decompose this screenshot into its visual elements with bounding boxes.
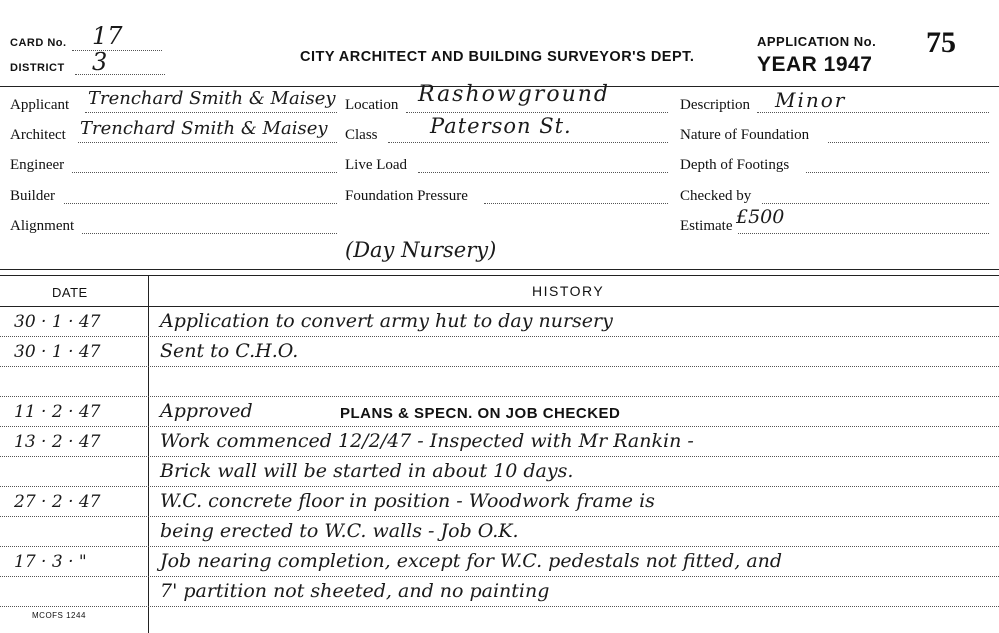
applicant-line xyxy=(85,112,337,113)
application-no: 75 xyxy=(926,26,956,59)
class-label: Class xyxy=(345,127,378,143)
history-row-text: W.C. concrete floor in position - Woodwork frame is xyxy=(160,490,655,512)
history-row-date: 27 · 2 · 47 xyxy=(14,492,101,512)
description-label: Description xyxy=(680,97,750,113)
history-row-line xyxy=(0,606,999,607)
builder-label: Builder xyxy=(10,188,55,204)
history-row-text: Application to convert army hut to day nursery xyxy=(160,310,613,332)
estimate-label: Estimate xyxy=(680,218,733,234)
form-code: MCOFS 1244 xyxy=(32,611,86,620)
history-row-line xyxy=(0,396,999,397)
history-row-line xyxy=(0,516,999,517)
year-label: YEAR 1947 xyxy=(757,53,873,76)
estimate-value: £500 xyxy=(736,206,785,228)
table-header-rule xyxy=(0,306,999,307)
engineer-label: Engineer xyxy=(10,157,65,173)
history-row-line xyxy=(0,546,999,547)
card-no: 17 xyxy=(92,22,123,50)
foundation-pressure-line xyxy=(484,203,668,204)
history-row-line xyxy=(0,336,999,337)
location-value: Rashowground xyxy=(418,82,610,107)
applicant-label: Applicant xyxy=(10,97,70,113)
alignment-line xyxy=(82,233,337,234)
architect-value: Trenchard Smith & Maisey xyxy=(80,118,328,139)
card-no-line xyxy=(72,50,162,51)
location-label: Location xyxy=(345,97,399,113)
district-no: 3 xyxy=(92,48,108,76)
history-row-date: 30 · 1 · 47 xyxy=(14,342,101,362)
liveload-label: Live Load xyxy=(345,157,408,173)
card-label: CARD No. xyxy=(10,37,67,49)
application-label: APPLICATION No. xyxy=(757,34,877,49)
alignment-label: Alignment xyxy=(10,218,75,234)
engineer-line xyxy=(72,172,337,173)
history-row-line xyxy=(0,486,999,487)
history-row-text: being erected to W.C. walls - Job O.K. xyxy=(160,520,519,542)
history-row-line xyxy=(0,426,999,427)
description-line xyxy=(757,112,989,113)
history-row-text: 7' partition not sheeted, and no painting xyxy=(160,580,550,602)
history-row-line xyxy=(0,366,999,367)
foundation-pressure-label: Foundation Pressure xyxy=(345,188,468,204)
history-row-line xyxy=(0,576,999,577)
district-label: DISTRICT xyxy=(10,62,65,74)
plans-checked-stamp: PLANS & SPECN. ON JOB CHECKED xyxy=(340,405,621,422)
fields-rule-double xyxy=(0,275,999,276)
architect-line xyxy=(78,142,337,143)
depth-line xyxy=(806,172,989,173)
history-row-text: Approved xyxy=(160,400,253,422)
checked-line xyxy=(762,203,989,204)
dept-title: CITY ARCHITECT AND BUILDING SURVEYOR'S DEPT. xyxy=(300,49,695,65)
class-line xyxy=(388,142,668,143)
description-value: Minor xyxy=(775,88,847,112)
nature-line xyxy=(828,142,989,143)
history-row-date: 30 · 1 · 47 xyxy=(14,312,101,332)
history-row-text: Brick wall will be started in about 10 days. xyxy=(160,460,574,482)
date-header: DATE xyxy=(52,285,88,300)
history-row-date: 13 · 2 · 47 xyxy=(14,432,101,452)
checked-label: Checked by xyxy=(680,188,752,204)
builder-line xyxy=(64,203,337,204)
history-row-date: 11 · 2 · 47 xyxy=(14,402,101,422)
location-line xyxy=(406,112,668,113)
history-row-text: Job nearing completion, except for W.C. pedestals not fitted, and xyxy=(160,550,783,572)
history-row-date: 17 · 3 · " xyxy=(14,552,87,572)
history-row-text: Sent to C.H.O. xyxy=(160,340,299,362)
day-nursery-note: (Day Nursery) xyxy=(345,238,497,262)
class-value: Paterson St. xyxy=(430,114,572,138)
nature-label: Nature of Foundation xyxy=(680,127,810,143)
history-row-line xyxy=(0,456,999,457)
history-header: HISTORY xyxy=(532,283,605,299)
depth-label: Depth of Footings xyxy=(680,157,790,173)
estimate-line xyxy=(738,233,989,234)
district-no-line xyxy=(75,74,165,75)
fields-rule xyxy=(0,269,999,270)
liveload-line xyxy=(418,172,668,173)
date-column-divider xyxy=(148,276,149,633)
history-row-text: Work commenced 12/2/47 - Inspected with Mr Rankin - xyxy=(160,430,694,452)
architect-label: Architect xyxy=(10,127,66,143)
applicant-value: Trenchard Smith & Maisey xyxy=(88,88,336,109)
